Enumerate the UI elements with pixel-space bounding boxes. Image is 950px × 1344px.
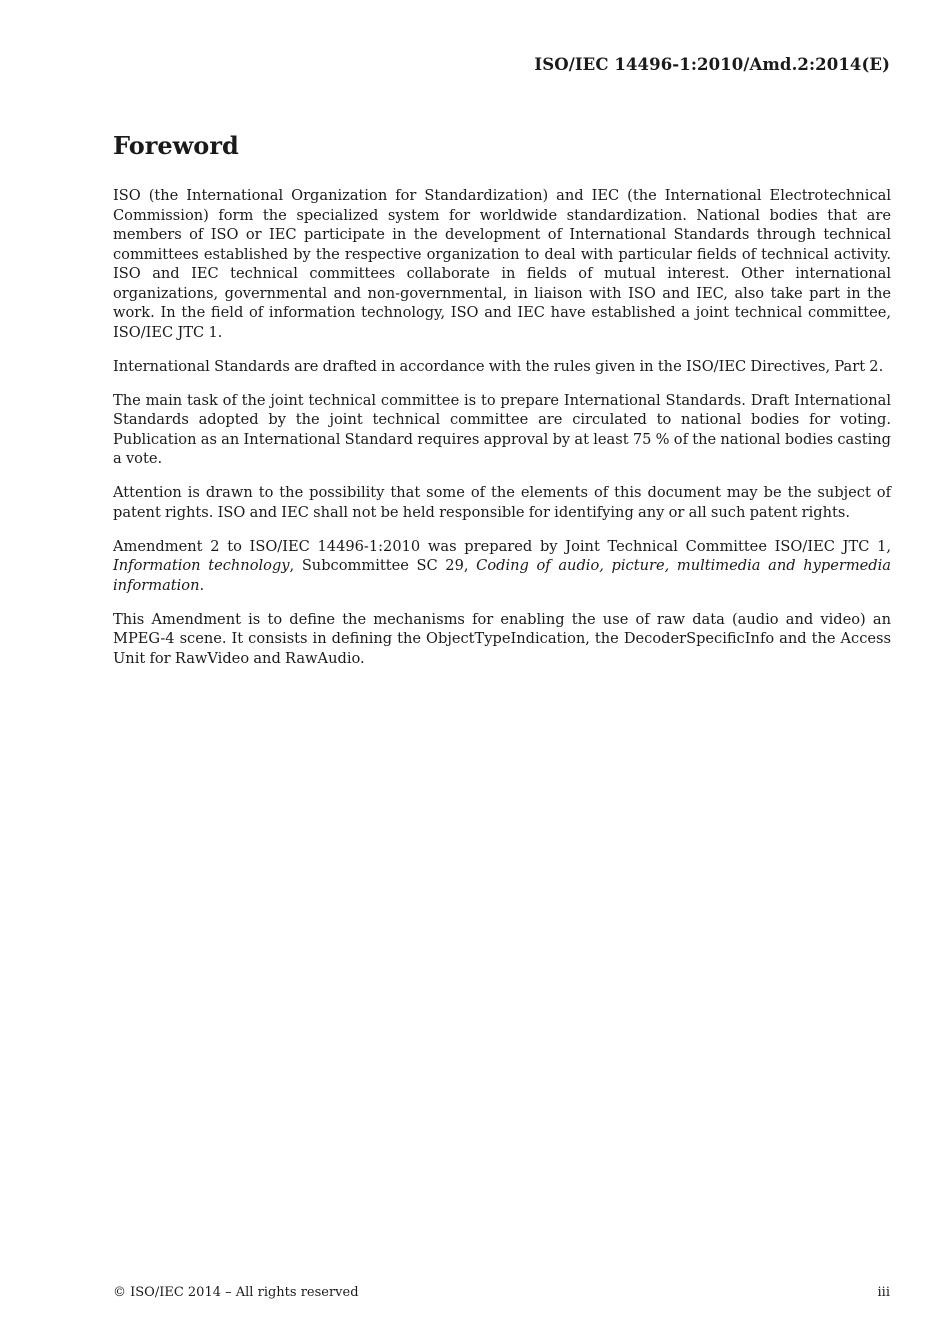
page-title: Foreword [113, 131, 239, 160]
amendment-subcommittee-title: Coding of audio, picture, multimedia and hypermedia information [113, 557, 892, 594]
paragraph-committee-task: The main task of the joint technical committee is to prepare International Standards. Draft International Standards adopted by the joint technical committee are circulated to national bodies for voting. Publication as an International Standard requires approval by at least 75 % of the national bodies casting a vote. [113, 391, 891, 467]
amendment-text-2: , Subcommittee SC 29, [289, 557, 477, 574]
foreword-body [113, 186, 891, 683]
paragraph-amendment-scope: This Amendment is to define the mechanisms for enabling the use of raw data (audio and video) an MPEG-4 scene. It consists in defining the ObjectTypeIndication, the DecoderSpecificInfo and the Access Unit for RawVideo and RawAudio. [113, 610, 891, 667]
paragraph-patent-rights: Attention is drawn to the possibility that some of the elements of this document may be the subject of patent rights. ISO and IEC shall not be held responsible for identifying any or all such patent rights. [113, 484, 891, 521]
amendment-text-3: . [199, 576, 205, 594]
paragraph-amendment-preparation [113, 537, 891, 596]
amendment-committee-title: Information technology [113, 557, 290, 574]
footer-page-number: iii [877, 1285, 890, 1300]
paragraph-organizations: ISO (the International Organization for Standardization) and IEC (the International Electrotechnical Commission) form the specialized system for worldwide standardization. National bodies that are members of ISO or IEC participate in the development of International Standards through technical committees established by the respective organization to deal with particular fields of technical activity. ISO and IEC technical committees collaborate in fields of mutual interest. Other international organizations, governmental and non-governmental, in liaison with ISO and IEC, also take part in the work. In the field of information technology, ISO and IEC have established a joint technical committee, ISO/IEC JTC 1. [113, 187, 891, 341]
document-identifier: ISO/IEC 14496-1:2010/Amd.2:2014(E) [534, 55, 890, 74]
footer-copyright: © ISO/IEC 2014 – All rights reserved [113, 1285, 359, 1300]
amendment-text-1: Amendment 2 to ISO/IEC 14496-1:2010 was prepared by Joint Technical Committee ISO/IEC JTC 1, [113, 537, 891, 555]
paragraph-directives: International Standards are drafted in accordance with the rules given in the ISO/IEC Directives, Part 2. [113, 357, 884, 375]
